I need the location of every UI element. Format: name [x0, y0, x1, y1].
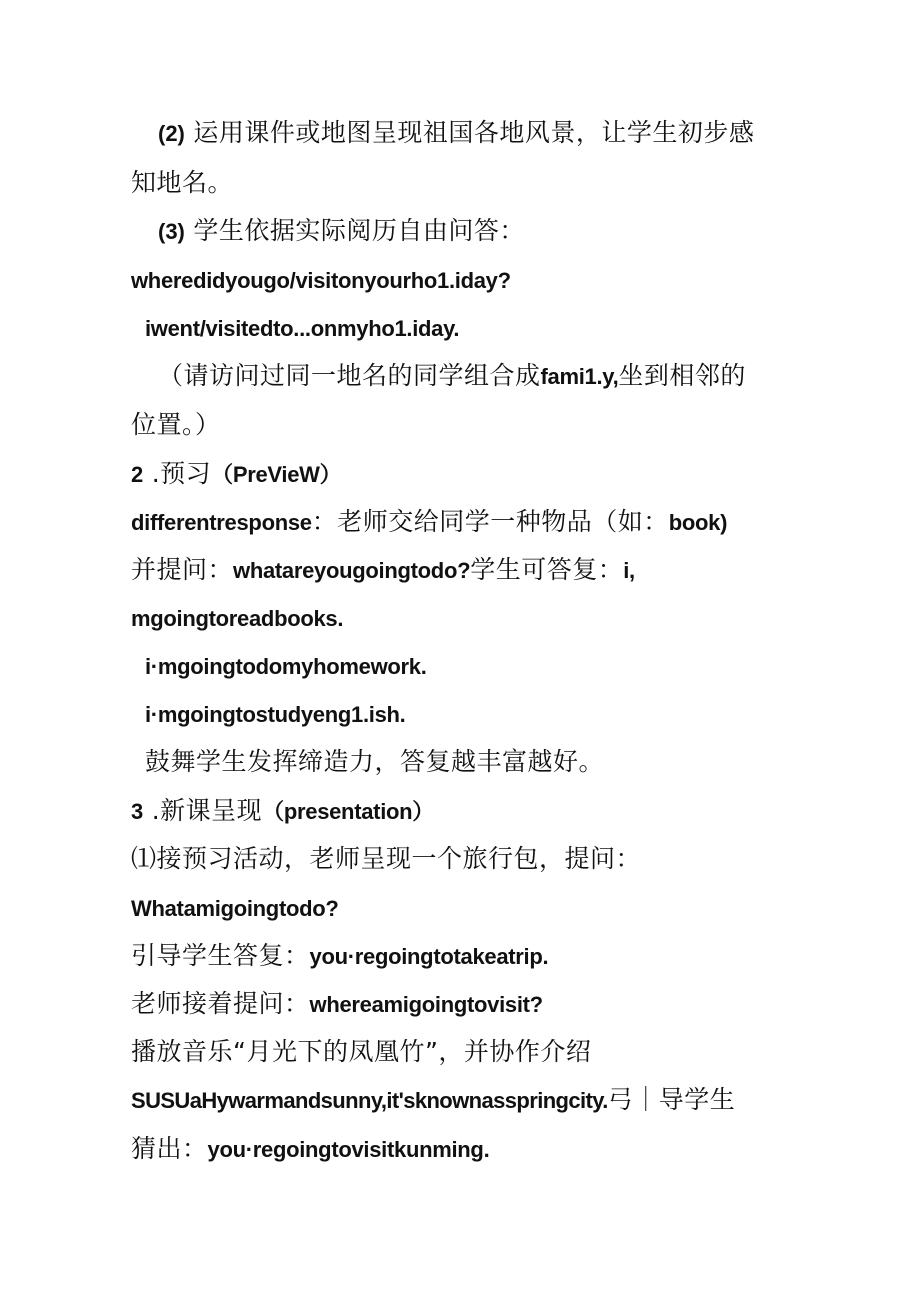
- paragraph-text: ：老师交给同学一种物品（如：: [311, 507, 669, 536]
- paragraph-line: [158, 359, 746, 393]
- paragraph-line: [131, 553, 635, 587]
- paragraph-text: （请访问过同一地名的同学组合成: [158, 361, 541, 390]
- section-title-english: （PreVieW）: [211, 462, 342, 487]
- section-title: .预习: [143, 459, 212, 488]
- paragraph-line: [131, 408, 221, 442]
- step-text: 运用课件或地图呈现祖国各地风景，让学生初步感: [184, 118, 755, 147]
- paragraph-text: 弓｜导学生: [607, 1085, 736, 1114]
- english-text: differentresponse: [131, 510, 312, 535]
- paragraph-text: 播放音乐“月光下的凤凰竹”，并协作介绍: [131, 1037, 592, 1066]
- english-text: mgoingtoreadbooks.: [131, 606, 344, 631]
- paragraph-text: 并提问：: [131, 555, 234, 584]
- paragraph-text: 知地名。: [131, 168, 234, 197]
- paragraph-line: [131, 1132, 489, 1166]
- paragraph-text: 猜出：: [131, 1134, 208, 1163]
- english-text: whatareyougoingtodo?: [233, 558, 471, 583]
- paragraph-text: 引导学生答复：: [131, 941, 310, 970]
- step-number: (3): [158, 219, 185, 244]
- english-text: you·regoingtotakeatrip.: [309, 944, 549, 969]
- english-text: Whatamigoingtodo?: [131, 896, 339, 921]
- english-word: fami1.y,: [540, 364, 619, 389]
- english-sentence: [131, 263, 511, 297]
- paragraph-line: [131, 939, 548, 973]
- paragraph-line: [131, 166, 233, 200]
- step-number: (2): [158, 121, 185, 146]
- paragraph-text: 坐到相邻的: [618, 361, 746, 390]
- paragraph-line: [131, 1035, 591, 1069]
- step-3-line: [158, 214, 525, 248]
- paragraph-text: ⑴接预习活动，老师呈现一个旅行包，提问：: [131, 844, 642, 873]
- step-text: 学生依据实际阅历自由问答：: [184, 216, 525, 245]
- section-number: 2: [131, 462, 144, 487]
- english-sentence: [131, 601, 343, 635]
- english-sentence: [145, 649, 427, 683]
- paragraph-text: 鼓舞学生发挥缔造力，答复越丰富越好。: [145, 747, 605, 776]
- english-sentence: [131, 891, 339, 925]
- paragraph-line: [131, 505, 727, 539]
- english-text: wheredidyougo/visitonyourho1.iday?: [131, 268, 511, 293]
- section-heading-preview: [131, 457, 341, 491]
- section-number: 3: [131, 799, 144, 824]
- english-text: i·mgoingtostudyeng1.ish.: [145, 702, 406, 727]
- step-2-line: [158, 116, 754, 150]
- paragraph-line: [131, 987, 543, 1021]
- english-sentence: [145, 697, 405, 731]
- english-sentence: [145, 311, 459, 345]
- section-title: .新课呈现: [143, 796, 263, 825]
- paragraph-text: 学生可答复：: [470, 555, 624, 584]
- section-heading-presentation: [131, 794, 434, 828]
- paragraph-text: 老师接着提问：: [131, 989, 310, 1018]
- english-word: book): [668, 510, 728, 535]
- section-title-english: （presentation）: [262, 799, 434, 824]
- english-text: iwent/visitedto...onmyho1.iday.: [145, 316, 460, 341]
- paragraph-line: [131, 1083, 735, 1117]
- english-text: i,: [623, 558, 635, 583]
- paragraph-line: [145, 745, 604, 779]
- english-text: i·mgoingtodomyhomework.: [145, 654, 427, 679]
- english-text: whereamigoingtovisit?: [309, 992, 543, 1017]
- english-text: you·regoingtovisitkunming.: [207, 1137, 490, 1162]
- english-text: SUSUaHywarmandsunny,it'sknownasspringcity.: [131, 1088, 608, 1113]
- paragraph-line: [131, 842, 641, 876]
- paragraph-text: 位置。）: [131, 410, 221, 439]
